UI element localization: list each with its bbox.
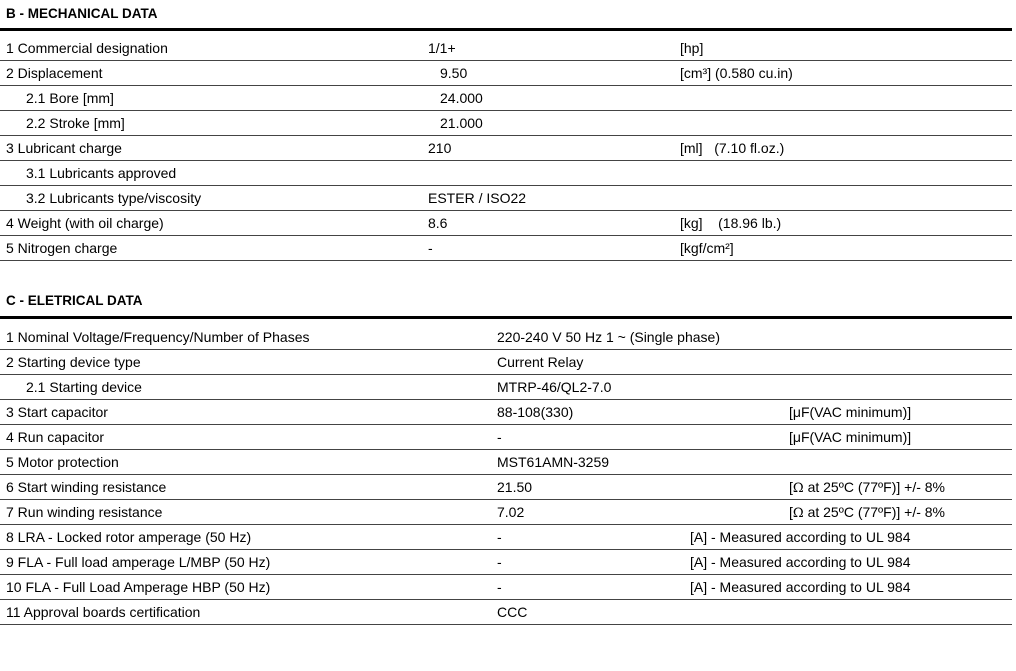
row-unit: [A] - Measured according to UL 984: [690, 554, 911, 570]
row-label: 2 Displacement: [6, 65, 103, 81]
table-row: [0, 500, 1012, 525]
row-value: -: [497, 429, 502, 445]
row-label: 7 Run winding resistance: [6, 504, 163, 520]
row-label: 2 Starting device type: [6, 354, 141, 370]
table-row: [0, 450, 1012, 475]
row-label: 1 Commercial designation: [6, 40, 168, 56]
row-label: 10 FLA - Full Load Amperage HBP (50 Hz): [6, 579, 271, 595]
row-unit-resistance: [Ω at 25ºC (77ºF)] +/- 8%: [789, 479, 946, 496]
row-value: -: [497, 554, 502, 570]
row-unit: [ml] (7.10 fl.oz.): [680, 140, 785, 156]
table-row: [0, 350, 1012, 375]
row-label: 2.1 Bore [mm]: [26, 90, 114, 106]
mechanical-section-title: B - MECHANICAL DATA: [6, 6, 158, 21]
table-row-empty: [0, 625, 1012, 649]
table-row: [0, 111, 1012, 136]
row-label: 3 Start capacitor: [6, 404, 108, 420]
row-value: ESTER / ISO22: [428, 190, 527, 206]
row-unit: [kgf/cm²]: [680, 240, 734, 256]
row-label: 4 Run capacitor: [6, 429, 105, 445]
electrical-section-title: C - ELETRICAL DATA: [6, 293, 143, 308]
row-value: 21.000: [440, 115, 483, 131]
table-row: [0, 136, 1012, 161]
table-row: [0, 600, 1012, 625]
row-unit-resistance: [Ω at 25ºC (77ºF)] +/- 8%: [789, 504, 946, 521]
row-value: 24.000: [440, 90, 483, 106]
row-unit: [hp]: [680, 40, 704, 56]
ohm-symbol: Ω: [792, 506, 804, 521]
row-value: 220-240 V 50 Hz 1 ~ (Single phase): [497, 329, 720, 345]
row-label: 3.1 Lubricants approved: [26, 165, 177, 181]
row-unit: [kg] (18.96 lb.): [680, 215, 782, 231]
table-row: [0, 425, 1012, 450]
row-label: 3 Lubricant charge: [6, 140, 122, 156]
ohm-symbol: Ω: [792, 481, 804, 496]
row-unit: at 25ºC (77ºF)] +/- 8%: [807, 504, 946, 520]
table-row: [0, 525, 1012, 550]
row-label: 5 Nitrogen charge: [6, 240, 118, 256]
row-value: 88-108(330): [497, 404, 574, 420]
row-value: 8.6: [428, 215, 448, 231]
row-value: 7.02: [497, 504, 525, 520]
table-row: [0, 475, 1012, 500]
row-value: -: [497, 529, 502, 545]
table-row: [0, 375, 1012, 400]
row-label: 4 Weight (with oil charge): [6, 215, 164, 231]
row-label: 11 Approval boards certification: [6, 604, 201, 620]
row-value: 210: [428, 140, 452, 156]
row-label: 2.2 Stroke [mm]: [26, 115, 125, 131]
row-unit: at 25ºC (77ºF)] +/- 8%: [807, 479, 946, 495]
table-row: [0, 575, 1012, 600]
row-unit: [cm³] (0.580 cu.in): [680, 65, 793, 81]
table-row: [0, 161, 1012, 186]
row-value: MST61AMN-3259: [497, 454, 610, 470]
row-unit: [A] - Measured according to UL 984: [690, 529, 911, 545]
row-label: 1 Nominal Voltage/Frequency/Number of Phases: [6, 329, 310, 345]
table-row: [0, 236, 1012, 261]
row-label: 3.2 Lubricants type/viscosity: [26, 190, 202, 206]
row-label: 9 FLA - Full load amperage L/MBP (50 Hz): [6, 554, 271, 570]
row-value: 9.50: [440, 65, 468, 81]
row-value: -: [428, 240, 433, 256]
row-value: MTRP-46/QL2-7.0: [497, 379, 612, 395]
table-row: [0, 186, 1012, 211]
row-label: 5 Motor protection: [6, 454, 119, 470]
row-unit: [A] - Measured according to UL 984: [690, 579, 911, 595]
row-label: 6 Start winding resistance: [6, 479, 167, 495]
table-row: [0, 211, 1012, 236]
row-unit: [μF(VAC minimum)]: [789, 429, 912, 445]
mechanical-header-rule: [0, 28, 1012, 31]
table-row: [0, 86, 1012, 111]
table-row: [0, 36, 1012, 61]
electrical-header-rule: [0, 316, 1012, 319]
row-value: Current Relay: [497, 354, 584, 370]
table-row: [0, 400, 1012, 425]
row-value: 21.50: [497, 479, 533, 495]
table-row: [0, 325, 1012, 350]
row-unit: [μF(VAC minimum)]: [789, 404, 912, 420]
table-row: [0, 550, 1012, 575]
row-value: CCC: [497, 604, 528, 620]
row-label: 8 LRA - Locked rotor amperage (50 Hz): [6, 529, 252, 545]
row-label: 2.1 Starting device: [26, 379, 142, 395]
row-value: 1/1+: [428, 40, 456, 56]
row-value: -: [497, 579, 502, 595]
table-row: [0, 61, 1012, 86]
